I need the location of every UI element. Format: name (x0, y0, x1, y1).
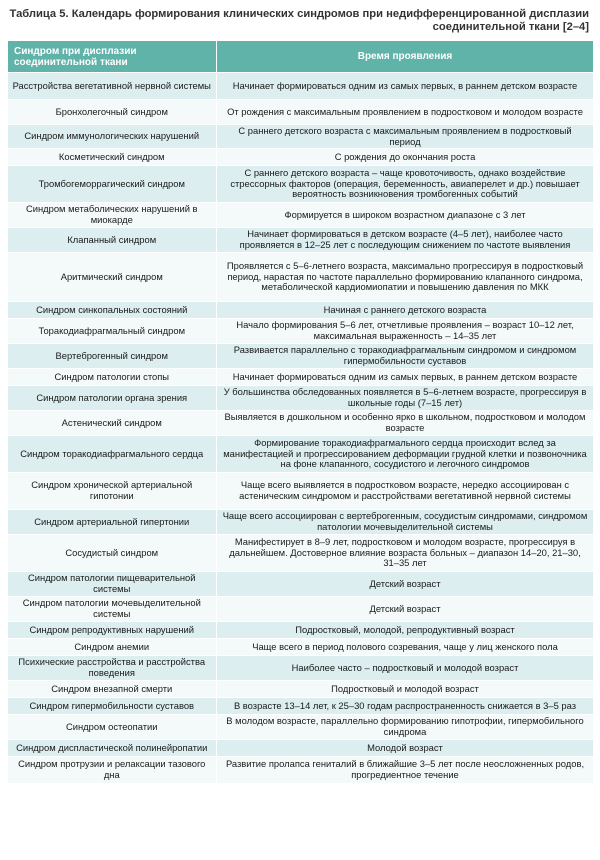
table-row (8, 228, 594, 253)
cell-time: В молодом возрасте, параллельно формированию гипотрофии, гипермобильного синдрома (217, 715, 594, 740)
cell-time: Наиболее часто – подростковый и молодой возраст (217, 656, 594, 681)
table-row (8, 369, 594, 386)
cell-time: Детский возраст (217, 597, 594, 622)
cell-syndrome: Синдром патологии стопы (8, 369, 217, 386)
cell-syndrome: Аритмический синдром (8, 253, 217, 302)
cell-syndrome: Тромбогеморрагический синдром (8, 166, 217, 203)
table-row (8, 73, 594, 100)
header-syndrome: Синдром при дисплазии соединительной ткани (8, 41, 217, 73)
cell-time: У большинства обследованных появляется в 5–6-летнем возрасте, прогрессируя в школьные годы (7–15 лет) (217, 386, 594, 411)
cell-time: От рождения с максимальным проявлением в подростковом и молодом возрасте (217, 100, 594, 125)
cell-time: С рождения до окончания роста (217, 149, 594, 166)
cell-time: Формирование торакодиафрагмального сердца происходит вслед за манифестацией и прогрессированием деформации грудной клетки и позвоночника на фоне клапанного, сосудистого и легочного синдромов (217, 436, 594, 473)
table-row (8, 344, 594, 369)
cell-time: Начинает формироваться в детском возрасте (4–5 лет), наиболее часто проявляется в 12–25 лет с последующим снижением по частоте выявления (217, 228, 594, 253)
table-row (8, 436, 594, 473)
table-row (8, 572, 594, 597)
caption-line-2: соединительной ткани [2–4] (432, 21, 589, 33)
cell-syndrome: Синдром торакодиафрагмального сердца (8, 436, 217, 473)
cell-syndrome: Синдром синкопальных состояний (8, 302, 217, 319)
table-row (8, 100, 594, 125)
cell-time: Молодой возраст (217, 740, 594, 757)
table-caption (7, 8, 593, 36)
table-header-row (8, 41, 594, 73)
cell-time: В возрасте 13–14 лет, к 25–30 годам распространенность снижается в 3–5 раз (217, 698, 594, 715)
cell-time: Развитие пролапса гениталий в ближайшие 3–5 лет после неосложненных родов, прогредиентное течение (217, 757, 594, 784)
cell-time: С раннего детского возраста – чаще кровоточивость, однако воздействие стрессорных факторов (операция, беременность, авиаперелет и др.) повышает вероятность возникновения тромбогенных событий (217, 166, 594, 203)
cell-syndrome: Синдром иммунологических нарушений (8, 125, 217, 149)
cell-time: Проявляется с 5–6-летнего возраста, максимально прогрессируя в подростковый период, нарастая по частоте параллельно формированию клапанного синдрома, метаболической кардиомиопатии и повышению давления по МКК (217, 253, 594, 302)
cell-time: С раннего детского возраста с максимальным проявлением в подростковый период (217, 125, 594, 149)
cell-syndrome: Сосудистый синдром (8, 535, 217, 572)
caption-line-1: Таблица 5. Календарь формирования клинических синдромов при недифференцированной дисплазии (9, 8, 589, 20)
cell-syndrome: Синдром анемии (8, 639, 217, 656)
cell-time: Начиная с раннего детского возраста (217, 302, 594, 319)
table-body (8, 73, 594, 784)
table-row (8, 386, 594, 411)
cell-syndrome: Психические расстройства и расстройства поведения (8, 656, 217, 681)
table-row (8, 656, 594, 681)
table-row (8, 253, 594, 302)
cell-syndrome: Бронхолегочный синдром (8, 100, 217, 125)
cell-time: Чаще всего в период полового созревания, чаще у лиц женского пола (217, 639, 594, 656)
cell-time: Выявляется в дошкольном и особенно ярко в школьном, подростковом и молодом возрасте (217, 411, 594, 436)
table-row (8, 473, 594, 510)
cell-time: Манифестирует в 8–9 лет, подростковом и молодом возрасте, прогрессируя в дальнейшем. Достоверное влияние возраста больных – диапазон 14–20, 21–30, 31–35 лет (217, 535, 594, 572)
table-row (8, 622, 594, 639)
table-row (8, 166, 594, 203)
table-row (8, 411, 594, 436)
header-time: Время проявления (217, 41, 594, 73)
cell-syndrome: Синдром диспластической полинейропатии (8, 740, 217, 757)
cell-time: Развивается параллельно с торакодиафрагмальным синдромом и синдромом гипермобильности суставов (217, 344, 594, 369)
table-row (8, 740, 594, 757)
cell-syndrome: Вертеброгенный синдром (8, 344, 217, 369)
table-row (8, 319, 594, 344)
table-row (8, 639, 594, 656)
cell-time: Начинает формироваться одним из самых первых, в раннем детском возрасте (217, 369, 594, 386)
table-row (8, 510, 594, 535)
table-row (8, 535, 594, 572)
cell-syndrome: Косметический синдром (8, 149, 217, 166)
cell-time: Чаще всего ассоциирован с вертеброгенным, сосудистым синдромами, синдромом патологии мочевыделительной системы (217, 510, 594, 535)
cell-time: Формируется в широком возрастном диапазоне с 3 лет (217, 203, 594, 228)
cell-syndrome: Синдром патологии органа зрения (8, 386, 217, 411)
table-row (8, 302, 594, 319)
cell-time: Детский возраст (217, 572, 594, 597)
cell-syndrome: Синдром протрузии и релаксации тазового дна (8, 757, 217, 784)
cell-syndrome: Синдром патологии пищеварительной системы (8, 572, 217, 597)
table-row (8, 757, 594, 784)
cell-time: Начало формирования 5–6 лет, отчетливые проявления – возраст 10–12 лет, максимальная выраженность – 14–35 лет (217, 319, 594, 344)
table-row (8, 597, 594, 622)
cell-syndrome: Торакодиафрагмальный синдром (8, 319, 217, 344)
cell-syndrome: Синдром метаболических нарушений в миокарде (8, 203, 217, 228)
cell-syndrome: Синдром внезапной смерти (8, 681, 217, 698)
cell-syndrome: Синдром патологии мочевыделительной системы (8, 597, 217, 622)
syndrome-calendar-table (7, 40, 594, 784)
cell-time: Чаще всего выявляется в подростковом возрасте, нередко ассоциирован с астеническим синдромом и расстройствами вегетативной нервной системы (217, 473, 594, 510)
cell-syndrome: Синдром репродуктивных нарушений (8, 622, 217, 639)
table-row (8, 715, 594, 740)
cell-syndrome: Астенический синдром (8, 411, 217, 436)
table-row (8, 698, 594, 715)
table-row (8, 125, 594, 149)
table-row (8, 149, 594, 166)
table-row (8, 681, 594, 698)
cell-syndrome: Синдром артериальной гипертонии (8, 510, 217, 535)
cell-syndrome: Расстройства вегетативной нервной системы (8, 73, 217, 100)
cell-time: Подростковый и молодой возраст (217, 681, 594, 698)
cell-syndrome: Синдром хронической артериальной гипотонии (8, 473, 217, 510)
cell-syndrome: Синдром гипермобильности суставов (8, 698, 217, 715)
table-row (8, 203, 594, 228)
cell-syndrome: Синдром остеопатии (8, 715, 217, 740)
cell-time: Начинает формироваться одним из самых первых, в раннем детском возрасте (217, 73, 594, 100)
cell-syndrome: Клапанный синдром (8, 228, 217, 253)
cell-time: Подростковый, молодой, репродуктивный возраст (217, 622, 594, 639)
